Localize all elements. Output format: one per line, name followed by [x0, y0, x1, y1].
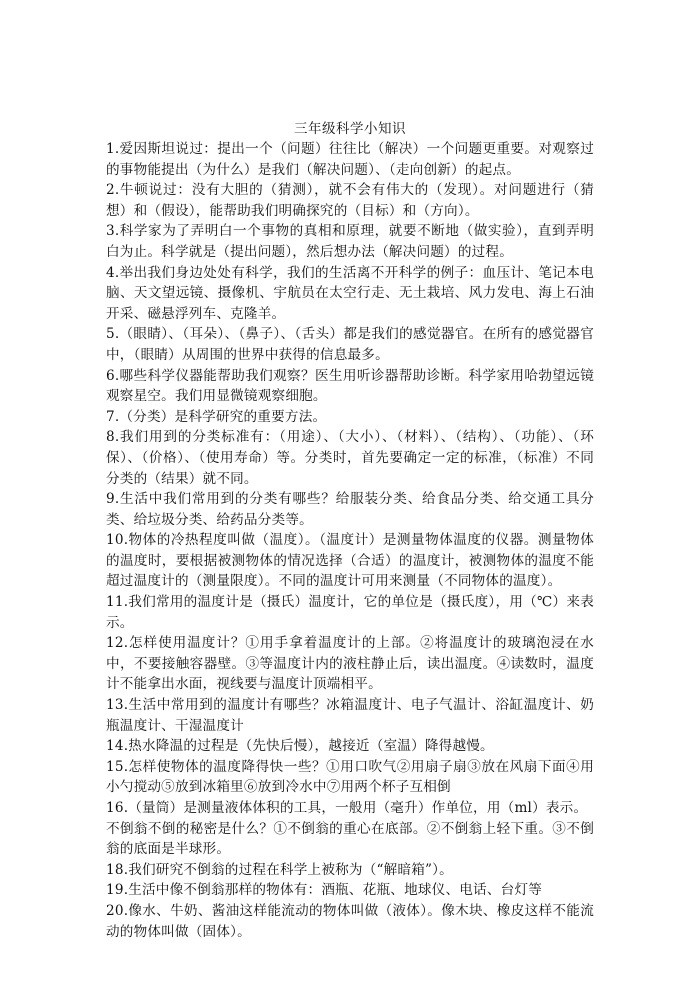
knowledge-item: 10.物体的冷热程度叫做（温度）。（温度计）是测量物体温度的仪器。测量物体的温度时，要根据被测物体的情况选择（合适）的温度计，被测物体的温度不能超过温度计的（测量限度）。不同的温度计可用来测量（不同物体的温度）。: [106, 532, 594, 590]
knowledge-item: 5.（眼睛）、（耳朵）、（鼻子）、（舌头）都是我们的感觉器官。在所有的感觉器官中，（眼睛）从周围的世界中获得的信息最多。: [106, 326, 594, 363]
knowledge-item: 3.科学家为了弄明白一个事物的真相和原理，就要不断地（做实验），直到弄明白为止。科学就是（提出问题），然后想办法（解决问题）的过程。: [106, 223, 594, 260]
knowledge-item: 16.（量筒）是测量液体体积的工具，一般用（毫升）作单位，用（ml）表示。: [106, 800, 588, 816]
knowledge-item: 14.热水降温的过程是（先快后慢），越接近（室温）降得越慢。: [106, 738, 494, 755]
knowledge-list: [106, 139, 594, 942]
knowledge-item: 6.哪些科学仪器能帮助我们观察？医生用听诊器帮助诊断。科学家用哈勃望远镜观察星空。我们用显微镜观察细胞。: [106, 367, 594, 405]
knowledge-item: 20.像水、牛奶、酱油这样能流动的物体叫做（液体）。像木块、橡皮这样不能流动的物体叫做（固体）。: [106, 902, 594, 940]
knowledge-item: 4.举出我们身边处处有科学，我们的生活离不开科学的例子：血压计、笔记本电脑、天文望远镜、摄像机、宇航员在太空行走、无土栽培、风力发电、海上石油开采、磁悬浮列车、克隆羊。: [106, 264, 594, 322]
document-title: 三年级科学小知识: [294, 121, 406, 137]
knowledge-item: 1.爱因斯坦说过：提出一个（问题）往往比（解决）一个问题更重要。对观察过的事物能提出（为什么）是我们（解决问题）、（走向创新）的起点。: [106, 141, 594, 178]
knowledge-item: 13.生活中常用到的温度计有哪些？冰箱温度计、电子气温计、浴缸温度计、奶瓶温度计、干湿温度计: [106, 697, 594, 734]
knowledge-item: 不倒翁不倒的秘密是什么？①不倒翁的重心在底部。②不倒翁上轻下重。③不倒翁的底面是半球形。: [106, 820, 594, 858]
knowledge-item: 2.牛顿说过：没有大胆的（猜测），就不会有伟大的（发现）。对问题进行（猜想）和（假设），能帮助我们明确探究的（目标）和（方向）。: [106, 182, 594, 219]
knowledge-item: 12.怎样使用温度计？①用手拿着温度计的上部。②将温度计的玻璃泡浸在水中，不要接触容器壁。③等温度计内的液柱静止后，读出温度。④读数时，温度计不能拿出水面，视线要与温度计顶端相平。: [106, 635, 594, 693]
knowledge-item: 9.生活中我们常用到的分类有哪些？给服装分类、给食品分类、给交通工具分类、给垃圾分类、给药品分类等。: [106, 491, 594, 528]
knowledge-item: 18.我们研究不倒翁的过程在科学上被称为（“解暗箱”）。: [106, 861, 453, 878]
knowledge-item: 11.我们常用的温度计是（摄氏）温度计，它的单位是（摄氏度），用（℃）来表示。: [106, 594, 594, 631]
knowledge-item: 15.怎样使物体的温度降得快一些？①用口吹气②用扇子扇③放在风扇下面④用小勺搅动⑤放到冰箱里⑥放到冷水中⑦用两个杯子互相倒: [106, 758, 594, 796]
document-body: [106, 120, 594, 942]
knowledge-item: 19.生活中像不倒翁那样的物体有：酒瓶、花瓶、地球仪、电话、台灯等: [106, 882, 543, 899]
knowledge-item: 8.我们用到的分类标准有：（用途）、（大小）、（材料）、（结构）、（功能）、（环保）、（价格）、（使用寿命）等。分类时，首先要确定一定的标准，（标准）不同分类的（结果）就不同。: [106, 429, 594, 487]
knowledge-item: 7.（分类）是科学研究的重要方法。: [106, 408, 327, 425]
